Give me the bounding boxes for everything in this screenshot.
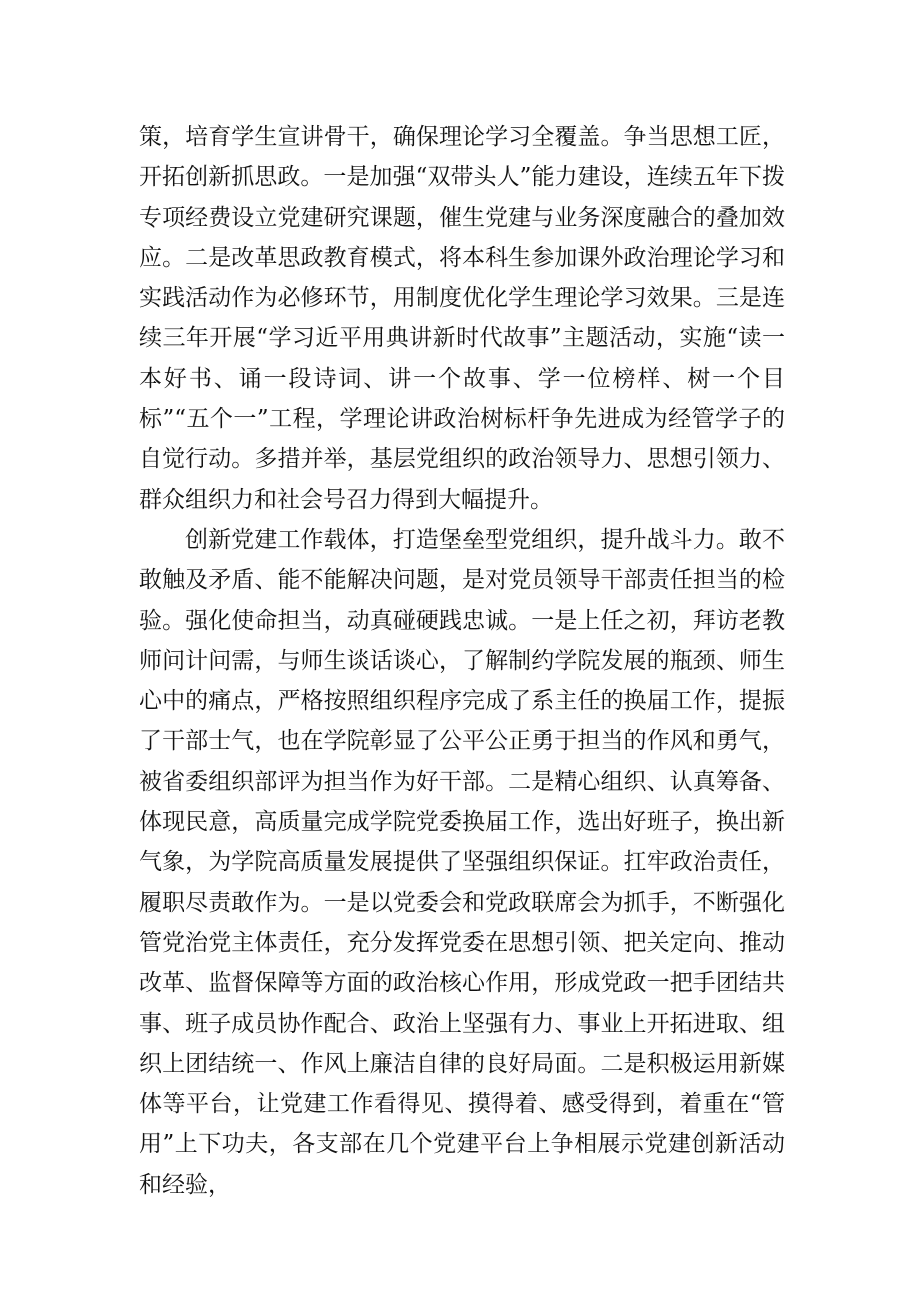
paragraph-1: 策，培育学生宣讲骨干，确保理论学习全覆盖。争当思想工匠，开拓创新抓思政。一是加强“双带头人”能力建设，连续五年下拨专项经费设立党建研究课题，催生党建与业务深度融合的叠加效应。二是改革思政教育模式，将本科生参加课外政治理论学习和实践活动作为必修环节，用制度优化学生理论学习效果。三是连续三年开展“学习近平用典讲新时代故事”主题活动，实施“读一本好书、诵一段诗词、讲一个故事、学一位榜样、树一个目标”“五个一”工程，学理论讲政治树标杆争先进成为经管学子的自觉行动。多措并举，基层党组织的政治领导力、思想引领力、群众组织力和社会号召力得到大幅提升。 (139, 124, 785, 513)
body-text (139, 117, 785, 1205)
paragraph-2: 创新党建工作载体，打造堡垒型党组织，提升战斗力。敢不敢触及矛盾、能不能解决问题，是对党员领导干部责任担当的检验。强化使命担当，动真碰硬践忠诚。一是上任之初，拜访老教师问计问需，与师生谈话谈心，了解制约学院发展的瓶颈、师生心中的痛点，严格按照组织程序完成了系主任的换届工作，提振了干部士气，也在学院彰显了公平公正勇于担当的作风和勇气，被省委组织部评为担当作为好干部。二是精心组织、认真筹备、体现民意，高质量完成学院党委换届工作，选出好班子，换出新气象，为学院高质量发展提供了坚强组织保证。扛牢政治责任，履职尽责敢作为。一是以党委会和党政联席会为抓手，不断强化管党治党主体责任，充分发挥党委在思想引领、把关定向、推动改革、监督保障等方面的政治核心作用，形成党政一把手团结共事、班子成员协作配合、政治上坚强有力、事业上开拓进取、组织上团结统一、作风上廉洁自律的良好局面。二是积极运用新媒体等平台，让党建工作看得见、摸得着、感受得到，着重在“管用”上下功夫，各支部在几个党建平台上争相展示党建创新活动和经验， (139, 526, 785, 1198)
